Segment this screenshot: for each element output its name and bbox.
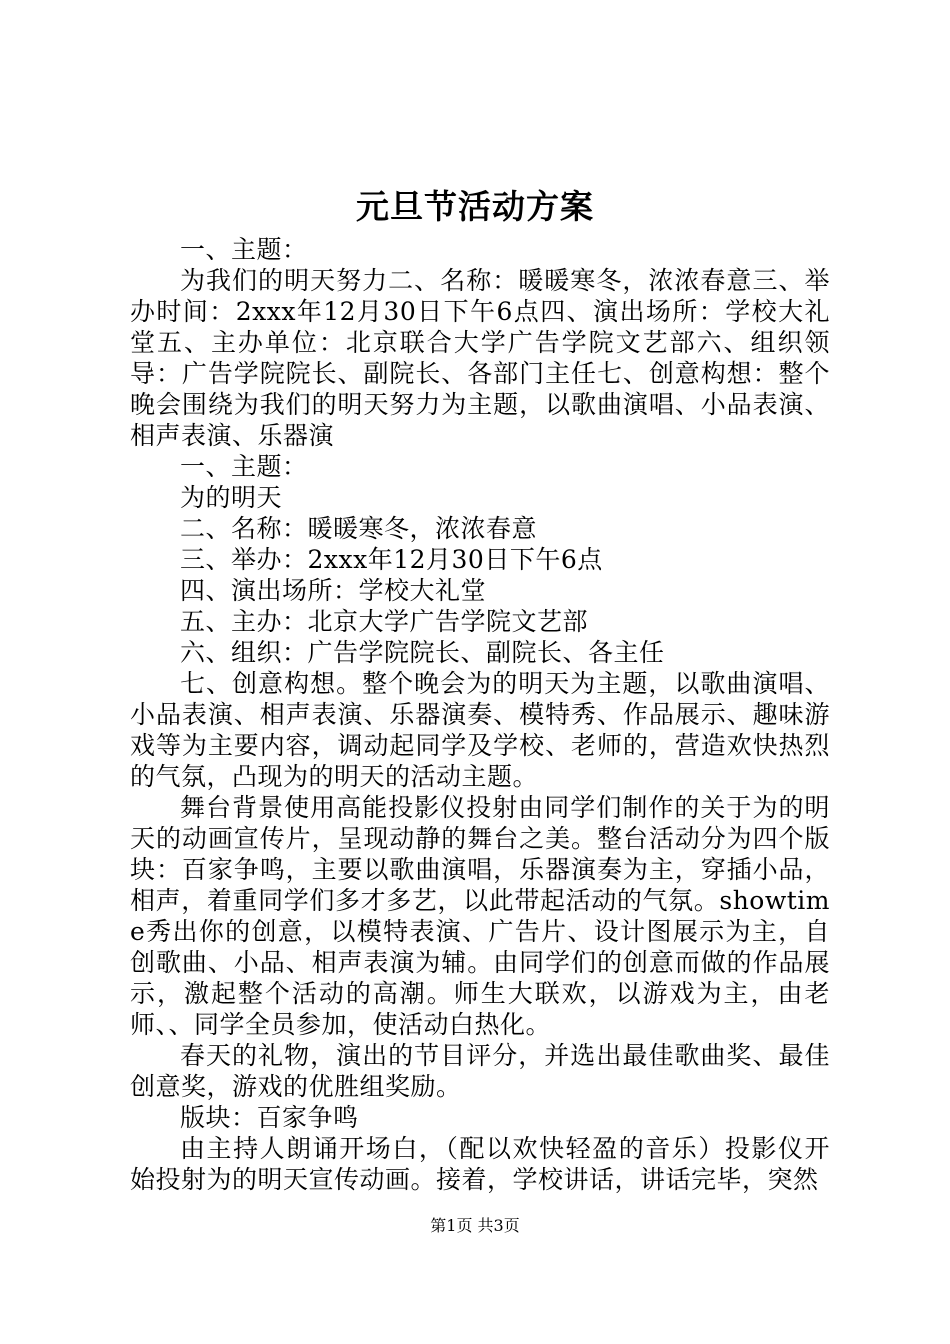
paragraph: 为的明天: [180, 483, 283, 512]
paragraph: 舞台背景使用高能投影仪投射由同学们制作的关于为的明天的动画宣传片，呈现动静的舞台之美。整台活动分为四个版块：百家争鸣，主要以歌曲演唱，乐器演奏为主，穿插小品，相声，着重同学们多才多艺，以此带起活动的气氛。showtime秀出你的创意，以模特表演、广告片、设计图展示为主，自创歌曲、小品、相声表演为辅。由同学们的创意而做的作品展示，激起整个活动的高潮。师生大联欢，以游戏为主，由老师、、同学全员参加，使活动白热化。: [130, 793, 830, 1039]
paragraph: 六、组织：广告学院院长、副院长、各主任: [180, 638, 665, 667]
document-body: [130, 234, 830, 1195]
page-footer: 第1页 共3页: [430, 1216, 520, 1235]
paragraph: 四、演出场所：学校大礼堂: [180, 576, 487, 605]
paragraph: 由主持人朗诵开场白，（配以欢快轻盈的音乐）投影仪开始投射为的明天宣传动画。接着，学校讲话，讲话完毕，突然: [130, 1134, 830, 1194]
paragraph: 一、主题：: [180, 235, 308, 264]
paragraph: 五、主办：北京大学广告学院文艺部: [180, 607, 589, 636]
paragraph: 七、创意构想。整个晚会为的明天为主题，以歌曲演唱、小品表演、相声表演、乐器演奏、模特秀、作品展示、趣味游戏等为主要内容，调动起同学及学校、老师的，营造欢快热烈的气氛，凸现为的明天的活动主题。: [130, 669, 830, 791]
paragraph: 春天的礼物，演出的节目评分，并选出最佳歌曲奖、最佳创意奖，游戏的优胜组奖励。: [130, 1041, 830, 1101]
paragraph: 为我们的明天努力二、名称：暖暖寒冬，浓浓春意三、举办时间：2xxx年12月30日下午6点四、演出场所：学校大礼堂五、主办单位：北京联合大学广告学院文艺部六、组织领导：广告学院院长、副院长、各部门主任七、创意构想：整个晚会围绕为我们的明天努力为主题，以歌曲演唱、小品表演、相声表演、乐器演: [130, 266, 830, 450]
paragraph: 二、名称：暖暖寒冬，浓浓春意: [180, 514, 538, 543]
paragraph: 一、主题：: [180, 452, 308, 481]
document-title: 元旦节活动方案: [356, 187, 594, 226]
paragraph: 版块：百家争鸣: [180, 1103, 359, 1132]
paragraph: 三、举办：2xxx年12月30日下午6点: [180, 545, 603, 574]
